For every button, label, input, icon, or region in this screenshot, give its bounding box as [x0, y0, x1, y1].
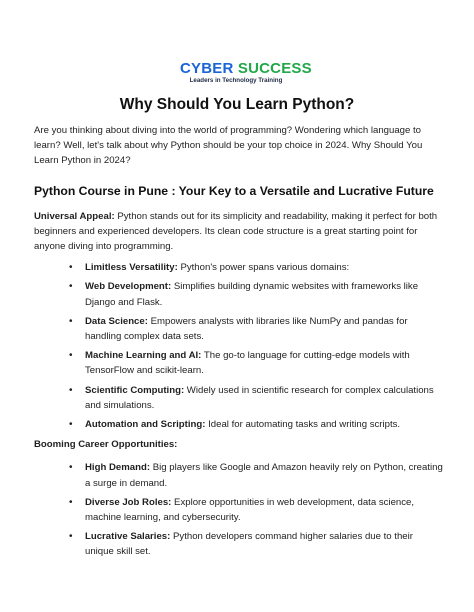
- item-label: Lucrative Salaries:: [85, 531, 171, 543]
- page-title: Why Should You Learn Python?: [119, 96, 355, 113]
- item-text: Big players like Google and Amazon heavily rely on Python, creating a surge in demand.: [85, 462, 443, 489]
- item-text: Python developers command higher salaries due to their unique skill set.: [85, 531, 413, 558]
- universal-appeal-paragraph: [34, 209, 444, 255]
- item-text: Widely used in scientific research for complex calculations and simulations.: [85, 384, 434, 411]
- item-label: Automation and Scripting:: [85, 419, 206, 431]
- list-item: [34, 260, 444, 275]
- item-label: Diverse Job Roles:: [85, 496, 172, 508]
- career-heading: Booming Career Opportunities:: [34, 439, 178, 451]
- cyber-success-logo: [180, 60, 312, 85]
- list-item: [34, 417, 444, 432]
- item-text: Python's power spans various domains:: [177, 262, 350, 274]
- logo-cyber-text: CYBER: [180, 60, 234, 77]
- item-text: Simplifies building dynamic websites with frameworks like Django and Flask.: [85, 281, 419, 308]
- appeal-text: Python stands out for its simplicity and readability, making it perfect for both beginners and experienced developers. Its clean code structure is a great starting point for anyone diving into programming.: [34, 210, 438, 253]
- logo-success-text: SUCCESS: [237, 60, 312, 77]
- logo-tagline: Leaders in Technology Training: [189, 77, 283, 84]
- benefits-list: [34, 260, 444, 432]
- item-label: Scientific Computing:: [85, 384, 185, 396]
- document-body: [34, 123, 444, 564]
- logo-wordmark: [180, 60, 312, 77]
- item-text: Empowers analysts with libraries like NumPy and pandas for handling complex data sets.: [85, 315, 408, 343]
- item-text: Ideal for automating tasks and writing scripts.: [205, 419, 401, 431]
- intro-paragraph: Are you thinking about diving into the world of programming? Wondering which language to learn? Well, let's talk about why Python should be your top choice in 2024. Why Should You Learn Python in 2024?: [34, 125, 423, 167]
- list-item: [34, 460, 444, 490]
- item-text: Explore opportunities in web development, data science, machine learning, and cybersecurity.: [85, 496, 415, 524]
- list-item: [34, 314, 444, 344]
- careers-list: [34, 460, 444, 559]
- list-item: [34, 348, 444, 378]
- item-label: Machine Learning and AI:: [85, 350, 202, 362]
- item-label: Data Science:: [85, 315, 148, 327]
- item-label: Web Development:: [85, 281, 172, 293]
- list-item: [34, 383, 444, 413]
- item-text: The go-to language for cutting-edge models with TensorFlow and scikit-learn.: [85, 350, 410, 377]
- list-item: [34, 495, 444, 525]
- section-heading: Python Course in Pune : Your Key to a Versatile and Lucrative Future: [34, 183, 434, 198]
- appeal-label: Universal Appeal:: [34, 210, 115, 222]
- item-label: High Demand:: [85, 462, 151, 474]
- list-item: [34, 529, 444, 559]
- list-item: [34, 279, 444, 309]
- item-label: Limitless Versatility:: [85, 262, 178, 274]
